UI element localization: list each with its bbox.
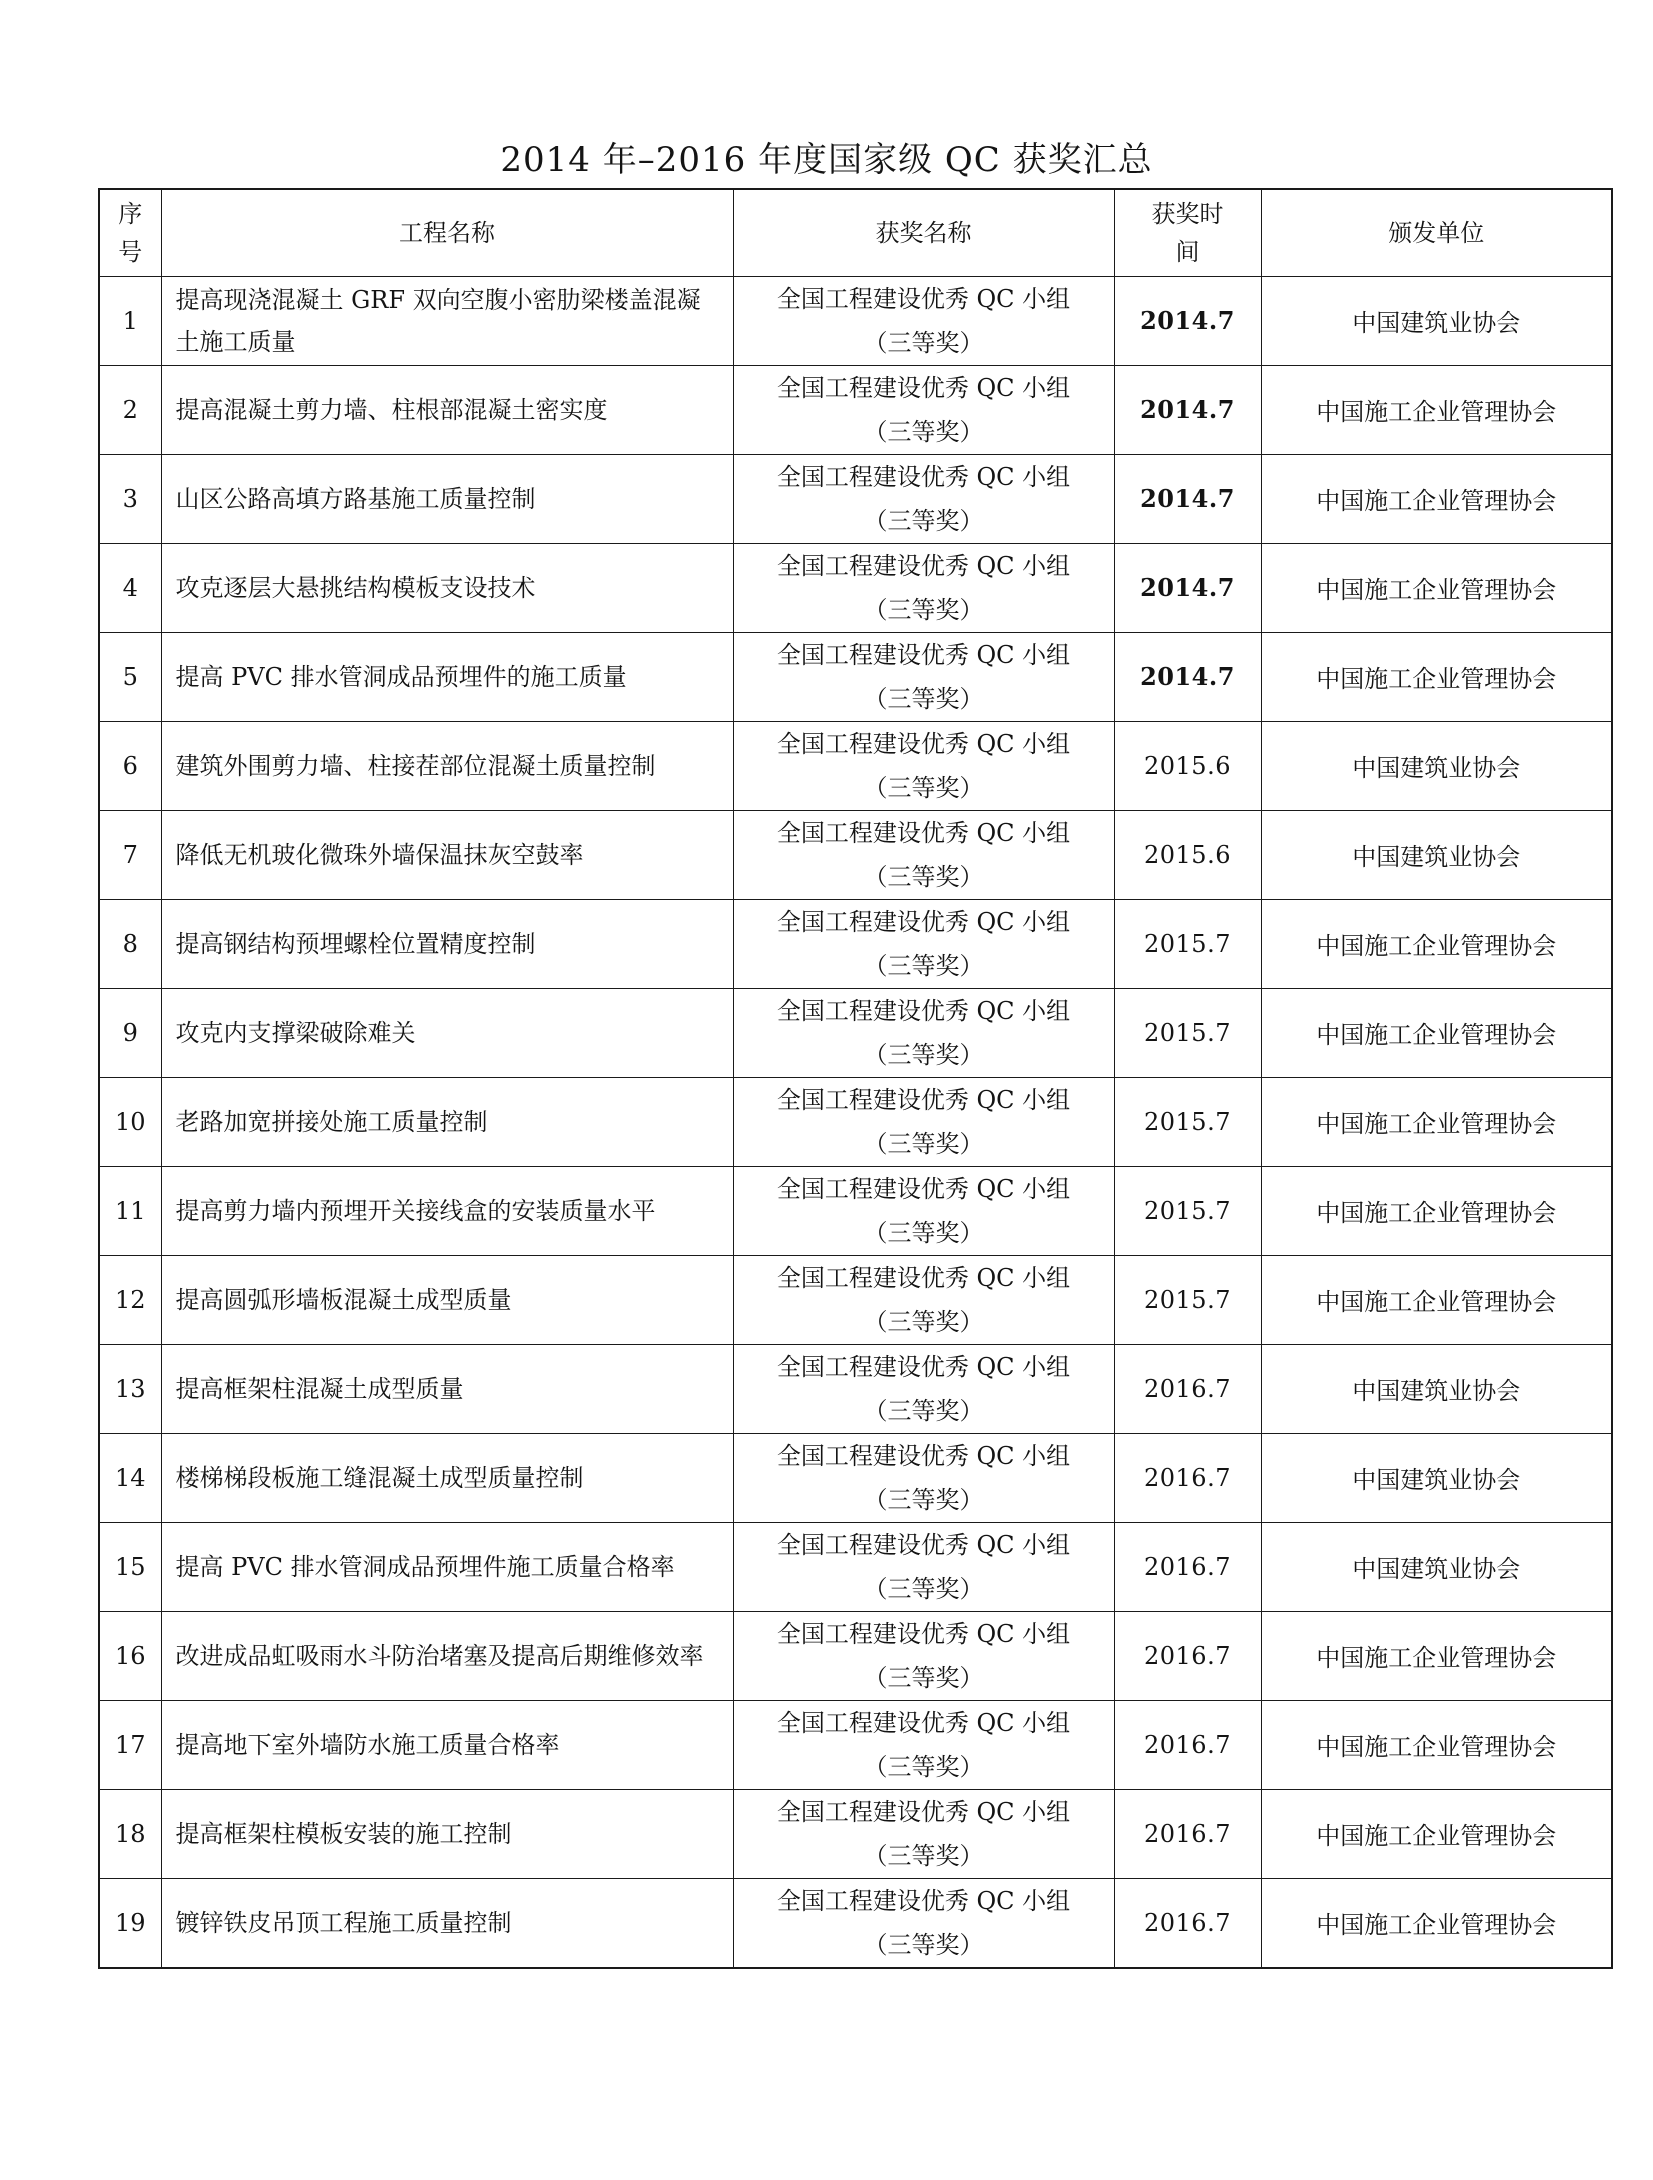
cell-award — [733, 1522, 1114, 1611]
column-header-project: 工程名称 — [161, 189, 733, 276]
table-row — [99, 365, 1612, 454]
cell-project: 提高框架柱模板安装的施工控制 — [161, 1789, 733, 1878]
cell-award — [733, 365, 1114, 454]
cell-award — [733, 1611, 1114, 1700]
cell-project: 攻克逐层大悬挑结构模板支设技术 — [161, 543, 733, 632]
cell-project: 老路加宽拼接处施工质量控制 — [161, 1077, 733, 1166]
cell-issuer: 中国施工企业管理协会 — [1261, 899, 1612, 988]
cell-issuer: 中国施工企业管理协会 — [1261, 1077, 1612, 1166]
award-name: 全国工程建设优秀 QC 小组 — [776, 551, 1071, 580]
cell-no: 11 — [99, 1166, 161, 1255]
table-row — [99, 543, 1612, 632]
cell-award — [733, 543, 1114, 632]
cell-project: 降低无机玻化微珠外墙保温抹灰空鼓率 — [161, 810, 733, 899]
award-name: 全国工程建设优秀 QC 小组 — [776, 462, 1071, 491]
cell-award — [733, 1077, 1114, 1166]
award-name: 全国工程建设优秀 QC 小组 — [776, 1352, 1071, 1381]
cell-issuer: 中国建筑业协会 — [1261, 1433, 1612, 1522]
cell-award — [733, 454, 1114, 543]
award-name: 全国工程建设优秀 QC 小组 — [776, 1085, 1071, 1114]
cell-award — [733, 1166, 1114, 1255]
table-row — [99, 276, 1612, 365]
column-header-date-label: 获奖时间 — [1151, 199, 1224, 266]
cell-issuer: 中国施工企业管理协会 — [1261, 1255, 1612, 1344]
cell-date: 2015.7 — [1114, 1255, 1261, 1344]
cell-date: 2016.7 — [1114, 1433, 1261, 1522]
award-grade: （三等奖） — [863, 1218, 984, 1247]
cell-project: 楼梯梯段板施工缝混凝土成型质量控制 — [161, 1433, 733, 1522]
award-grade: （三等奖） — [863, 773, 984, 802]
table-row — [99, 899, 1612, 988]
cell-date: 2016.7 — [1114, 1522, 1261, 1611]
award-name: 全国工程建设优秀 QC 小组 — [776, 284, 1071, 313]
award-grade: （三等奖） — [863, 951, 984, 980]
table-row — [99, 1611, 1612, 1700]
award-name: 全国工程建设优秀 QC 小组 — [776, 1619, 1071, 1648]
cell-project: 建筑外围剪力墙、柱接茬部位混凝土质量控制 — [161, 721, 733, 810]
cell-issuer: 中国施工企业管理协会 — [1261, 1700, 1612, 1789]
cell-no: 16 — [99, 1611, 161, 1700]
cell-date: 2014.7 — [1114, 632, 1261, 721]
cell-issuer: 中国施工企业管理协会 — [1261, 365, 1612, 454]
cell-issuer: 中国建筑业协会 — [1261, 276, 1612, 365]
award-grade: （三等奖） — [863, 417, 984, 446]
cell-issuer: 中国施工企业管理协会 — [1261, 988, 1612, 1077]
cell-date: 2015.7 — [1114, 899, 1261, 988]
cell-project: 攻克内支撑梁破除难关 — [161, 988, 733, 1077]
cell-award — [733, 1700, 1114, 1789]
table-row — [99, 721, 1612, 810]
cell-no: 12 — [99, 1255, 161, 1344]
award-grade: （三等奖） — [863, 1307, 984, 1336]
cell-issuer: 中国施工企业管理协会 — [1261, 1611, 1612, 1700]
column-header-issuer: 颁发单位 — [1261, 189, 1612, 276]
column-header-no-label: 序号 — [118, 199, 143, 266]
award-name: 全国工程建设优秀 QC 小组 — [776, 996, 1071, 1025]
cell-no: 3 — [99, 454, 161, 543]
cell-no: 14 — [99, 1433, 161, 1522]
cell-no: 10 — [99, 1077, 161, 1166]
award-grade: （三等奖） — [863, 328, 984, 357]
table-row — [99, 988, 1612, 1077]
cell-issuer: 中国建筑业协会 — [1261, 721, 1612, 810]
award-grade: （三等奖） — [863, 1129, 984, 1158]
award-grade: （三等奖） — [863, 684, 984, 713]
cell-no: 9 — [99, 988, 161, 1077]
cell-award — [733, 1433, 1114, 1522]
cell-award — [733, 276, 1114, 365]
cell-no: 7 — [99, 810, 161, 899]
cell-date: 2016.7 — [1114, 1700, 1261, 1789]
cell-issuer: 中国建筑业协会 — [1261, 1522, 1612, 1611]
award-name: 全国工程建设优秀 QC 小组 — [776, 729, 1071, 758]
cell-no: 4 — [99, 543, 161, 632]
cell-award — [733, 632, 1114, 721]
cell-issuer: 中国建筑业协会 — [1261, 810, 1612, 899]
cell-project: 镀锌铁皮吊顶工程施工质量控制 — [161, 1878, 733, 1968]
cell-award — [733, 1789, 1114, 1878]
cell-no: 8 — [99, 899, 161, 988]
award-name: 全国工程建设优秀 QC 小组 — [776, 1441, 1071, 1470]
table-row — [99, 1077, 1612, 1166]
cell-date: 2015.7 — [1114, 988, 1261, 1077]
award-grade: （三等奖） — [863, 1574, 984, 1603]
award-name: 全国工程建设优秀 QC 小组 — [776, 1263, 1071, 1292]
award-grade: （三等奖） — [863, 1663, 984, 1692]
cell-no: 15 — [99, 1522, 161, 1611]
column-header-no — [99, 189, 161, 276]
award-name: 全国工程建设优秀 QC 小组 — [776, 1797, 1071, 1826]
cell-award — [733, 1878, 1114, 1968]
cell-project: 提高钢结构预埋螺栓位置精度控制 — [161, 899, 733, 988]
award-grade: （三等奖） — [863, 1752, 984, 1781]
cell-project: 提高框架柱混凝土成型质量 — [161, 1344, 733, 1433]
award-name: 全国工程建设优秀 QC 小组 — [776, 373, 1071, 402]
table-row — [99, 1433, 1612, 1522]
cell-award — [733, 810, 1114, 899]
cell-no: 6 — [99, 721, 161, 810]
cell-project: 提高 PVC 排水管洞成品预埋件施工质量合格率 — [161, 1522, 733, 1611]
table-row — [99, 1700, 1612, 1789]
cell-date: 2016.7 — [1114, 1611, 1261, 1700]
cell-date: 2014.7 — [1114, 454, 1261, 543]
cell-issuer: 中国施工企业管理协会 — [1261, 1166, 1612, 1255]
table-row — [99, 810, 1612, 899]
cell-project: 提高现浇混凝土 GRF 双向空腹小密肋梁楼盖混凝土施工质量 — [161, 276, 733, 365]
cell-date: 2015.7 — [1114, 1077, 1261, 1166]
table-row — [99, 1255, 1612, 1344]
award-grade: （三等奖） — [863, 1841, 984, 1870]
cell-award — [733, 721, 1114, 810]
cell-no: 13 — [99, 1344, 161, 1433]
awards-table — [98, 188, 1613, 1969]
cell-date: 2014.7 — [1114, 365, 1261, 454]
cell-award — [733, 1255, 1114, 1344]
cell-project: 提高剪力墙内预埋开关接线盒的安装质量水平 — [161, 1166, 733, 1255]
cell-project: 提高 PVC 排水管洞成品预埋件的施工质量 — [161, 632, 733, 721]
header-row — [99, 189, 1612, 276]
table-row — [99, 1878, 1612, 1968]
column-header-award: 获奖名称 — [733, 189, 1114, 276]
award-name: 全国工程建设优秀 QC 小组 — [776, 1530, 1071, 1559]
cell-no: 2 — [99, 365, 161, 454]
cell-issuer: 中国施工企业管理协会 — [1261, 1789, 1612, 1878]
table-row — [99, 454, 1612, 543]
cell-no: 19 — [99, 1878, 161, 1968]
cell-date: 2016.7 — [1114, 1344, 1261, 1433]
award-name: 全国工程建设优秀 QC 小组 — [776, 640, 1071, 669]
table-row — [99, 632, 1612, 721]
award-grade: （三等奖） — [863, 1930, 984, 1959]
award-grade: （三等奖） — [863, 595, 984, 624]
award-name: 全国工程建设优秀 QC 小组 — [776, 1886, 1071, 1915]
cell-no: 17 — [99, 1700, 161, 1789]
award-grade: （三等奖） — [863, 1040, 984, 1069]
cell-date: 2014.7 — [1114, 543, 1261, 632]
cell-issuer: 中国施工企业管理协会 — [1261, 543, 1612, 632]
cell-no: 1 — [99, 276, 161, 365]
cell-no: 18 — [99, 1789, 161, 1878]
cell-award — [733, 899, 1114, 988]
cell-issuer: 中国施工企业管理协会 — [1261, 632, 1612, 721]
column-header-date — [1114, 189, 1261, 276]
cell-date: 2015.6 — [1114, 810, 1261, 899]
cell-date: 2016.7 — [1114, 1878, 1261, 1968]
cell-project: 提高圆弧形墙板混凝土成型质量 — [161, 1255, 733, 1344]
cell-date: 2015.7 — [1114, 1166, 1261, 1255]
award-grade: （三等奖） — [863, 862, 984, 891]
cell-date: 2015.6 — [1114, 721, 1261, 810]
table-row — [99, 1344, 1612, 1433]
table-row — [99, 1789, 1612, 1878]
cell-award — [733, 988, 1114, 1077]
cell-project: 提高地下室外墙防水施工质量合格率 — [161, 1700, 733, 1789]
table-row — [99, 1166, 1612, 1255]
cell-project: 改进成品虹吸雨水斗防治堵塞及提高后期维修效率 — [161, 1611, 733, 1700]
cell-issuer: 中国建筑业协会 — [1261, 1344, 1612, 1433]
cell-no: 5 — [99, 632, 161, 721]
cell-date: 2016.7 — [1114, 1789, 1261, 1878]
award-name: 全国工程建设优秀 QC 小组 — [776, 818, 1071, 847]
award-name: 全国工程建设优秀 QC 小组 — [776, 1708, 1071, 1737]
cell-project: 提高混凝土剪力墙、柱根部混凝土密实度 — [161, 365, 733, 454]
cell-issuer: 中国施工企业管理协会 — [1261, 454, 1612, 543]
award-name: 全国工程建设优秀 QC 小组 — [776, 907, 1071, 936]
award-name: 全国工程建设优秀 QC 小组 — [776, 1174, 1071, 1203]
award-grade: （三等奖） — [863, 1485, 984, 1514]
cell-date: 2014.7 — [1114, 276, 1261, 365]
table-row — [99, 1522, 1612, 1611]
award-grade: （三等奖） — [863, 506, 984, 535]
page-title: 2014 年–2016 年度国家级 QC 获奖汇总 — [500, 140, 1153, 180]
cell-project: 山区公路高填方路基施工质量控制 — [161, 454, 733, 543]
cell-award — [733, 1344, 1114, 1433]
award-grade: （三等奖） — [863, 1396, 984, 1425]
cell-issuer: 中国施工企业管理协会 — [1261, 1878, 1612, 1968]
